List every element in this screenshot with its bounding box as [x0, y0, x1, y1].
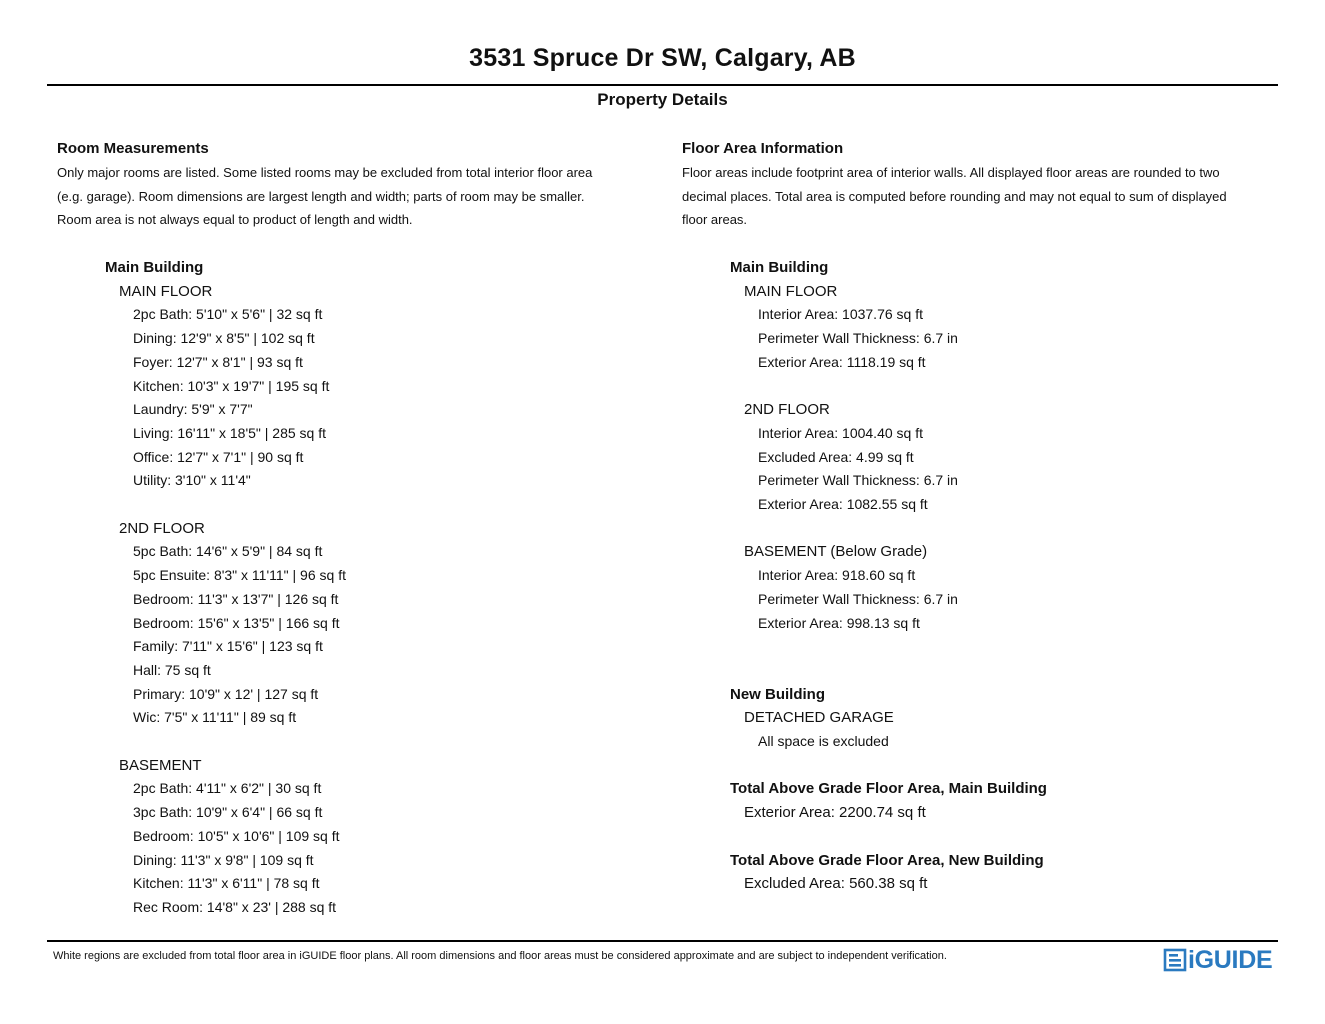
room-measurements-note-3: Room area is not always equal to product of length and width.	[57, 212, 413, 228]
total-heading: Total Above Grade Floor Area, New Building	[730, 851, 1044, 869]
room-item: Kitchen: 11'3" x 6'11" | 78 sq ft	[133, 875, 320, 892]
floor-area-note-2: decimal places. Total area is computed before rounding and may not equal to sum of displayed	[682, 188, 1227, 204]
iguide-logo	[1163, 946, 1272, 974]
floor-name: BASEMENT (Below Grade)	[744, 543, 928, 561]
room-item: 5pc Ensuite: 8'3" x 11'11" | 96 sq ft	[133, 567, 346, 584]
room-item: Bedroom: 11'3" x 13'7" | 126 sq ft	[133, 590, 339, 607]
room-item: 5pc Bath: 14'6" x 5'9" | 84 sq ft	[133, 543, 323, 560]
room-measurements-heading: Room Measurements	[57, 140, 209, 157]
floor-name: BASEMENT	[119, 756, 202, 774]
page-title: 3531 Spruce Dr SW, Calgary, AB	[469, 44, 856, 72]
total-value: Exterior Area: 2200.74 sq ft	[744, 804, 926, 822]
area-item: Interior Area: 1004.40 sq ft	[758, 424, 923, 441]
total-value: Excluded Area: 560.38 sq ft	[744, 875, 928, 893]
floor-name: 2ND FLOOR	[744, 401, 830, 419]
area-item: Exterior Area: 1082.55 sq ft	[758, 496, 928, 513]
building-name: Main Building	[730, 259, 829, 276]
room-item: 2pc Bath: 4'11" x 6'2" | 30 sq ft	[133, 780, 322, 797]
top-divider	[47, 84, 1278, 86]
floor-name: 2ND FLOOR	[119, 519, 205, 537]
room-item: Living: 16'11" x 18'5" | 285 sq ft	[133, 424, 327, 441]
area-item: Perimeter Wall Thickness: 6.7 in	[758, 330, 958, 347]
room-item: Family: 7'11" x 15'6" | 123 sq ft	[133, 638, 323, 655]
area-item: Exterior Area: 1118.19 sq ft	[758, 353, 926, 370]
room-item: Rec Room: 14'8" x 23' | 288 sq ft	[133, 898, 337, 915]
room-measurements-note-2: (e.g. garage). Room dimensions are largest length and width; parts of room may be smaller.	[57, 188, 585, 204]
room-item: 2pc Bath: 5'10" x 5'6" | 32 sq ft	[133, 306, 323, 323]
area-item: Perimeter Wall Thickness: 6.7 in	[758, 472, 958, 489]
footer-disclaimer: White regions are excluded from total floor area in iGUIDE floor plans. All room dimensions and floor areas must be considered approximate and are subject to independent verification.	[53, 950, 947, 962]
room-measurements-note-1: Only major rooms are listed. Some listed rooms may be excluded from total interior floor area	[57, 165, 593, 180]
room-item: Foyer: 12'7" x 8'1" | 93 sq ft	[133, 353, 303, 370]
area-item: Excluded Area: 4.99 sq ft	[758, 448, 914, 465]
room-item: Dining: 12'9" x 8'5" | 102 sq ft	[133, 330, 315, 347]
area-item: All space is excluded	[758, 733, 889, 750]
room-item: Kitchen: 10'3" x 19'7" | 195 sq ft	[133, 377, 330, 394]
area-item: Exterior Area: 998.13 sq ft	[758, 614, 920, 631]
iguide-logo-icon	[1163, 948, 1187, 972]
room-list	[105, 256, 665, 920]
page-subtitle: Property Details	[597, 90, 728, 109]
room-item: Office: 12'7" x 7'1" | 90 sq ft	[133, 448, 304, 465]
floor-area-section	[682, 139, 1292, 893]
room-measurements-section	[57, 139, 657, 915]
building-name: Main Building	[105, 259, 204, 276]
floor-area-note-1: Floor areas include footprint area of interior walls. All displayed floor areas are rounded to two	[682, 165, 1220, 180]
floor-name: MAIN FLOOR	[119, 282, 213, 300]
room-item: Utility: 3'10" x 11'4"	[133, 472, 251, 489]
room-item: Bedroom: 15'6" x 13'5" | 166 sq ft	[133, 614, 340, 631]
iguide-logo-text: iGUIDE	[1188, 945, 1273, 974]
room-item: Wic: 7'5" x 11'11" | 89 sq ft	[133, 709, 297, 726]
total-heading: Total Above Grade Floor Area, Main Building	[730, 780, 1047, 798]
area-item: Perimeter Wall Thickness: 6.7 in	[758, 590, 958, 607]
room-item: Hall: 75 sq ft	[133, 661, 211, 678]
bottom-divider	[47, 940, 1278, 942]
area-item: Interior Area: 918.60 sq ft	[758, 567, 916, 584]
floor-name: DETACHED GARAGE	[744, 709, 894, 727]
room-item: Bedroom: 10'5" x 10'6" | 109 sq ft	[133, 827, 340, 844]
floor-area-note-3: floor areas.	[682, 212, 748, 228]
room-item: 3pc Bath: 10'9" x 6'4" | 66 sq ft	[133, 804, 323, 821]
room-item: Primary: 10'9" x 12' | 127 sq ft	[133, 685, 319, 702]
building-name: New Building	[730, 685, 825, 703]
room-item: Dining: 11'3" x 9'8" | 109 sq ft	[133, 851, 314, 868]
floor-name: MAIN FLOOR	[744, 282, 838, 300]
floor-area-list	[730, 256, 1290, 896]
floor-area-heading: Floor Area Information	[682, 140, 844, 157]
room-item: Laundry: 5'9" x 7'7"	[133, 401, 253, 418]
area-item: Interior Area: 1037.76 sq ft	[758, 306, 923, 323]
